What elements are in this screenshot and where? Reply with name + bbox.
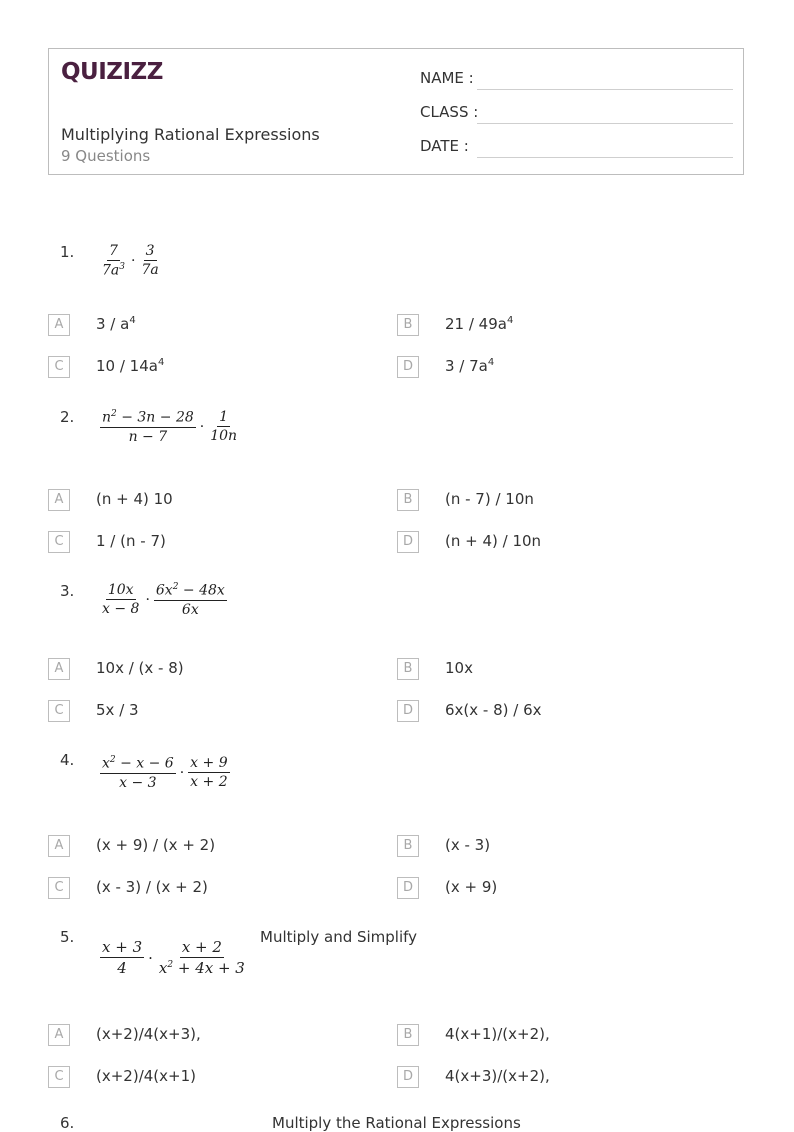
option-text[interactable]: $3 / 7a^4$ xyxy=(445,357,495,375)
numerator: x + 3 xyxy=(102,938,143,956)
option-text[interactable]: (x + 9) / (x + 2) xyxy=(96,836,216,854)
question-number: 1. xyxy=(60,243,75,261)
option-text[interactable]: $10 / 14a^4$ xyxy=(96,357,165,375)
option-letter-box[interactable]: C xyxy=(48,700,70,722)
option-letter-box[interactable]: D xyxy=(397,356,419,378)
numerator: n xyxy=(102,409,112,426)
numerator: x xyxy=(102,755,110,772)
question-expression xyxy=(100,243,161,279)
option-letter-box[interactable]: D xyxy=(397,1066,419,1088)
worksheet-title: Multiplying Rational Expressions xyxy=(61,125,320,144)
denominator: x − 3 xyxy=(119,774,157,791)
question-expression: $\frac{x^2 - x - 6}{x - 3}$ · $\frac{x + 9}{x + 2}$ xyxy=(102,755,228,791)
question-number: 4. xyxy=(60,751,75,769)
option-letter-box[interactable]: A xyxy=(48,314,70,336)
date-field[interactable] xyxy=(477,157,733,158)
question-count: 9 Questions xyxy=(61,147,151,165)
question-expression: $\frac{x + 3}{4}$ · $\frac{x + 2}{x^2 + 4x + 3}$ xyxy=(102,938,245,977)
multiply-dot: · xyxy=(148,948,153,967)
denominator: x xyxy=(158,959,168,977)
option-text[interactable]: (x + 9) xyxy=(445,878,498,896)
option-letter-box[interactable]: D xyxy=(397,531,419,553)
multiply-dot: · xyxy=(131,252,136,269)
numerator: 1 xyxy=(219,409,229,426)
option-letter-box[interactable]: B xyxy=(397,314,419,336)
question-expression: $\frac{n^2 - 3n - 28}{n - 7}$ · $\frac{1}{10n}$ xyxy=(102,409,238,445)
question-number: 6. xyxy=(60,1114,75,1132)
option-text[interactable]: 4(x+1)/(x+2), xyxy=(445,1025,550,1043)
option-text[interactable]: (x - 3) xyxy=(445,836,491,854)
option-text[interactable]: (x - 3) / (x + 2) xyxy=(96,878,208,896)
option-text[interactable]: 4(x+3)/(x+2), xyxy=(445,1067,550,1085)
option-text[interactable]: (x+2)/4(x+3), xyxy=(96,1025,201,1043)
multiply-dot: · xyxy=(145,591,150,608)
option-letter-box[interactable]: A xyxy=(48,1024,70,1046)
denominator: 10n xyxy=(210,428,238,445)
name-label: NAME : xyxy=(420,69,474,87)
option-letter-box[interactable]: A xyxy=(48,835,70,857)
option-text[interactable]: $21 / 49a^4$ xyxy=(445,315,514,333)
class-label: CLASS : xyxy=(420,103,479,121)
numerator: 3 xyxy=(145,243,155,260)
numerator: 7 xyxy=(109,243,118,259)
question-number: 2. xyxy=(60,408,75,426)
option-letter-box[interactable]: D xyxy=(397,700,419,722)
date-label: DATE : xyxy=(420,137,469,155)
denominator: 4 xyxy=(117,959,127,977)
denominator: n − 7 xyxy=(128,428,168,445)
denominator: 7a xyxy=(141,262,159,279)
option-text[interactable]: $3 / a^4$ xyxy=(96,315,136,333)
multiply-dot: · xyxy=(179,764,185,781)
numerator: x + 2 xyxy=(181,938,222,956)
option-letter-box[interactable]: B xyxy=(397,658,419,680)
option-letter-box[interactable]: A xyxy=(48,489,70,511)
option-letter-box[interactable]: B xyxy=(397,835,419,857)
option-text[interactable]: (n - 7) / 10n xyxy=(445,490,534,508)
name-field[interactable] xyxy=(477,89,733,90)
option-letter-box[interactable]: C xyxy=(48,877,70,899)
option-letter-box[interactable]: B xyxy=(397,489,419,511)
option-text[interactable]: (n + 4) / 10n xyxy=(445,532,542,550)
quizizz-logo: QUIZIZZ xyxy=(61,59,163,85)
class-field[interactable] xyxy=(477,123,733,124)
option-letter-box[interactable]: C xyxy=(48,356,70,378)
numerator: 10x xyxy=(107,582,134,599)
option-text[interactable]: 5x / 3 xyxy=(96,701,139,719)
option-text[interactable]: 1 / (n - 7) xyxy=(96,532,166,550)
option-letter-box[interactable]: B xyxy=(397,1024,419,1046)
option-text[interactable]: 10x / (x - 8) xyxy=(96,659,184,677)
question-expression: $\frac{10x}{x - 8}$ · $\frac{6x^2 - 48x}{6x}$ xyxy=(102,582,225,618)
option-letter-box[interactable]: A xyxy=(48,658,70,680)
option-text[interactable]: 6x(x - 8) / 6x xyxy=(445,701,542,719)
option-text[interactable]: 10x xyxy=(445,659,473,677)
denominator: x − 8 xyxy=(102,601,140,618)
denominator: 7a xyxy=(102,262,120,279)
option-letter-box[interactable]: D xyxy=(397,877,419,899)
option-text[interactable]: (n + 4) 10 xyxy=(96,490,173,508)
numerator: 6x xyxy=(155,582,173,599)
option-text[interactable]: (x+2)/4(x+1) xyxy=(96,1067,196,1085)
option-letter-box[interactable]: C xyxy=(48,531,70,553)
question-number: 3. xyxy=(60,582,75,600)
multiply-dot: · xyxy=(199,418,205,435)
numerator: x + 9 xyxy=(190,755,228,772)
question-number: 5. xyxy=(60,928,75,946)
worksheet-header xyxy=(48,48,744,175)
option-letter-box[interactable]: C xyxy=(48,1066,70,1088)
denominator: 6x xyxy=(181,601,199,618)
question-instruction: Multiply and Simplify xyxy=(260,928,418,946)
question-instruction: Multiply the Rational Expressions xyxy=(272,1114,521,1132)
denominator: x + 2 xyxy=(190,774,228,791)
exponent: 3 xyxy=(119,262,125,272)
